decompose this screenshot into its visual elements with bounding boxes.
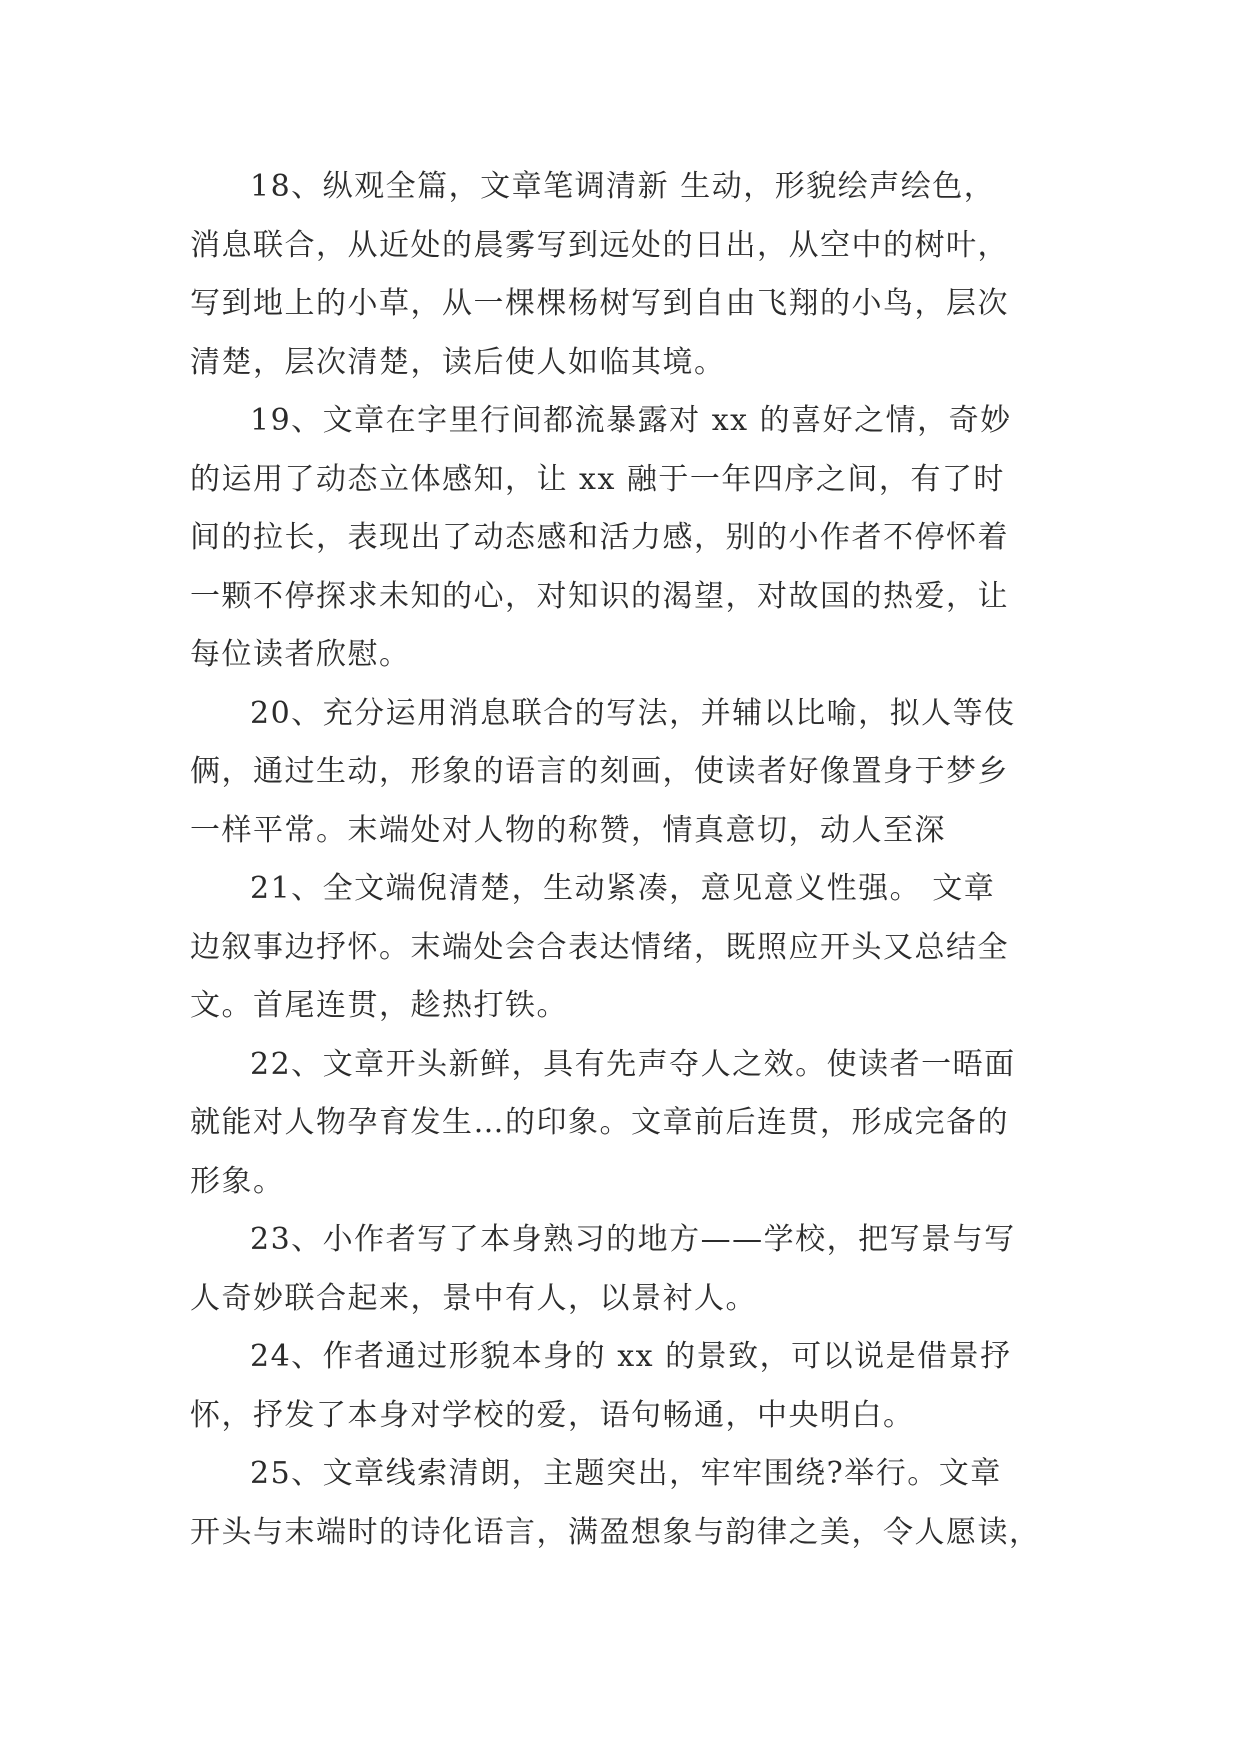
text-line: 20、充分运用消息联合的写法，并辅以比喻，拟人等伎 [250,695,1016,731]
text-line: 清楚，层次清楚，读后使人如临其境。 [190,344,726,380]
text-line: 24、作者通过形貌本身的 xx 的景致，可以说是借景抒 [250,1339,1012,1374]
paragraph-21 [190,860,1050,1036]
text-line: 文。首尾连贯，趁热打铁。 [190,988,568,1023]
paragraph-25 [190,1445,1050,1562]
text-line: 19、文章在字里行间都流暴露对 xx 的喜好之情，奇妙 [250,403,1012,438]
text-line: 23、小作者写了本身熟习的地方——学校，把写景与写 [250,1222,1016,1257]
text-line: 俩，通过生动，形象的语言的刻画，使读者好像置身于梦乡 [190,754,1009,789]
text-line: 25、文章线索清朗，主题突出，牢牢围绕?举行。文章 [250,1456,1002,1491]
document-body [190,158,1050,1562]
text-line: 人奇妙联合起来，景中有人，以景衬人。 [190,1280,757,1316]
text-line: 18、纵观全篇，文章笔调清新 生动，形貌绘声绘色， [250,169,996,204]
paragraph-23 [190,1211,1050,1328]
text-line: 开头与末端时的诗化语言，满盈想象与韵律之美，令人愿读， [190,1514,1041,1550]
text-line: 消息联合，从近处的晨雾写到远处的日出，从空中的树叶， [190,227,1009,263]
text-line: 的运用了动态立体感知，让 xx 融于一年四序之间，有了时 [190,461,1005,497]
text-line: 就能对人物孕育发生…的印象。文章前后连贯，形成完备的 [190,1105,1009,1140]
text-line: 22、文章开头新鲜，具有先声夺人之效。使读者一晤面 [250,1046,1016,1082]
text-line: 怀，抒发了本身对学校的爱，语句畅通，中央明白。 [190,1397,915,1433]
text-line: 每位读者欣慰。 [190,637,411,672]
paragraph-18 [190,158,1050,392]
text-line: 写到地上的小草，从一棵棵杨树写到自由飞翔的小鸟，层次 [190,286,1009,321]
text-line: 间的拉长，表现出了动态感和活力感，别的小作者不停怀着 [190,520,1009,555]
paragraph-20 [190,685,1050,861]
text-line: 一样平常。末端处对人物的称赞，情真意切，动人至深 [190,812,946,848]
text-line: 形象。 [190,1163,285,1199]
text-line: 21、全文端倪清楚，生动紧凑，意见意义性强。 文章 [250,871,996,906]
text-line: 一颗不停探求未知的心，对知识的渴望，对故国的热爱，让 [190,578,1009,614]
paragraph-24 [190,1328,1050,1445]
paragraph-19 [190,392,1050,685]
text-line: 边叙事边抒怀。末端处会合表达情绪，既照应开头又总结全 [190,929,1009,965]
paragraph-22 [190,1036,1050,1212]
